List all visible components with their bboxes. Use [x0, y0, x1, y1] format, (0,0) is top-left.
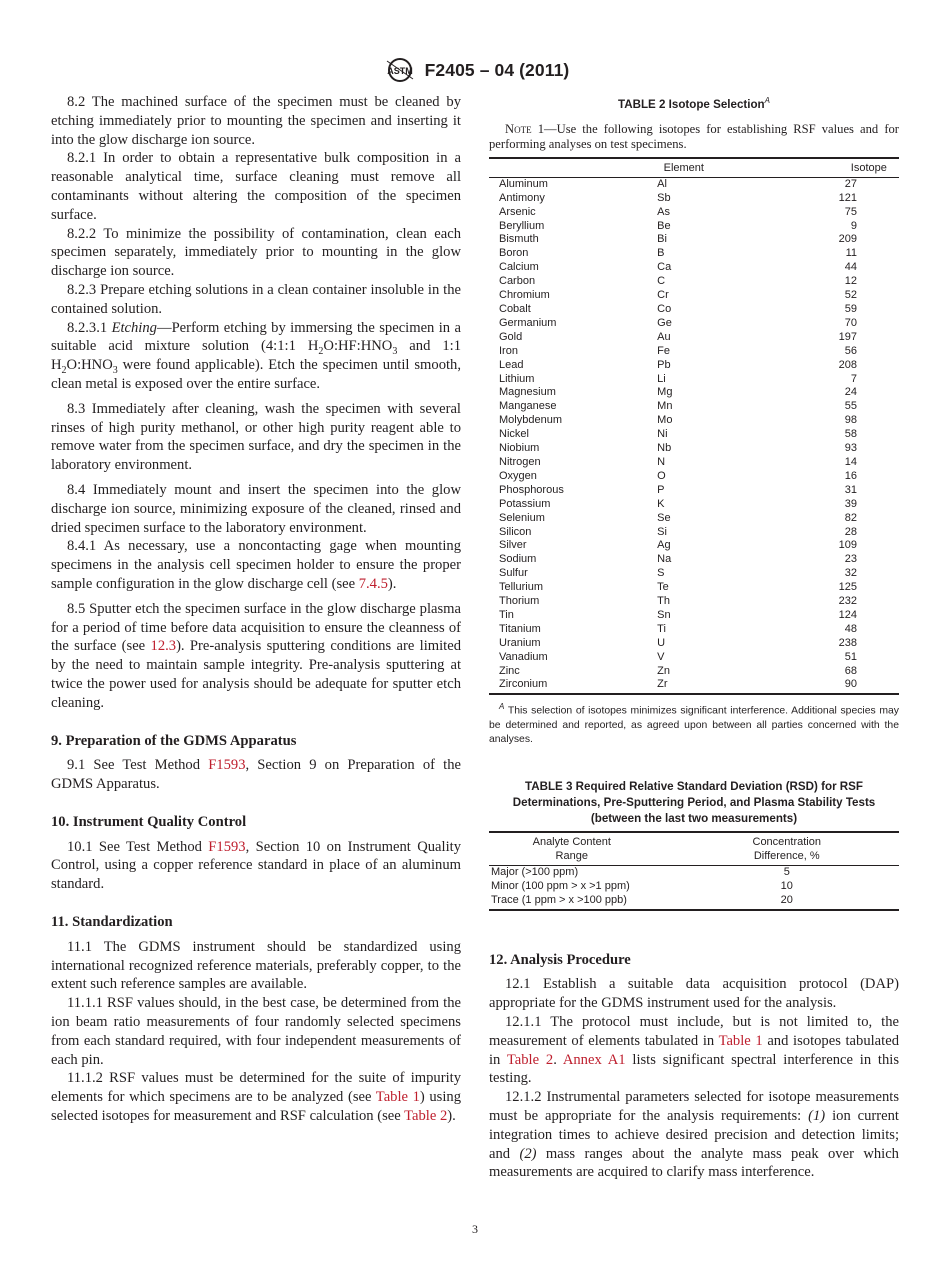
- isotope-mass: 56: [844, 344, 857, 357]
- section-12-heading: 12. Analysis Procedure: [489, 951, 631, 968]
- isotope-mass: 58: [844, 428, 857, 441]
- table-3-body: [489, 865, 899, 909]
- element-symbol: B: [657, 247, 665, 260]
- element-name: Magnesium: [499, 386, 556, 399]
- element-name: Tin: [499, 608, 514, 621]
- isotope-mass: 98: [844, 414, 857, 427]
- isotope-mass: 125: [838, 581, 857, 594]
- table-row: [489, 220, 899, 234]
- paragraph-8-5: 8.5 Sputter etch the specimen surface in the glow discharge plasma for a period of time before data acquisition to ensure the cleanness of the surface (see 12.3). Pre-analysis sputtering conditions are limited by the need to maintain sample integrity. Pre-analysis sputtering at twice the power used for analysis should be adequate for sputter etch cleaning.: [51, 600, 461, 711]
- isotope-mass: 39: [844, 497, 857, 510]
- concentration-difference: 5: [783, 865, 790, 878]
- table-row: [489, 428, 899, 442]
- isotope-mass: 68: [844, 664, 857, 677]
- element-symbol: Te: [657, 581, 669, 594]
- element-name: Bismuth: [499, 233, 539, 246]
- isotope-mass: 90: [839, 678, 899, 694]
- element-name: Phosphorous: [499, 483, 564, 496]
- table-2-body: [489, 177, 899, 694]
- link-table-2-b[interactable]: Table 2: [506, 1051, 554, 1068]
- table-row: [489, 331, 899, 345]
- section-9-heading: 9. Preparation of the GDMS Apparatus: [51, 732, 297, 749]
- link-table-1[interactable]: Table 1: [375, 1089, 420, 1106]
- element-name: Lithium: [499, 372, 535, 385]
- isotope-mass: 59: [844, 303, 857, 316]
- isotope-mass: 24: [844, 386, 857, 399]
- isotope-mass: 32: [844, 567, 857, 580]
- section-11-heading: 11. Standardization: [51, 914, 173, 931]
- analyte-content-range: Minor (100 ppm > x >1 ppm): [491, 879, 630, 892]
- element-symbol: Zr: [657, 678, 838, 694]
- table-row: [489, 177, 899, 191]
- element-symbol: V: [657, 650, 665, 663]
- svg-text:ASTM: ASTM: [386, 66, 413, 76]
- concentration-difference: 20: [715, 894, 900, 910]
- paragraph-12-1-2: 12.1.2 Instrumental parameters selected for isotope measurements must be appropriate for the analysis requirements: (1) ion current integration times to achieve desired precision and detection limits; and (2) mass ranges about the analyte mass peak over which measurements are acquired to clarify mass interference.: [489, 1089, 899, 1181]
- element-symbol: As: [657, 205, 671, 218]
- element-name: Nitrogen: [499, 455, 541, 468]
- element-symbol: U: [657, 636, 666, 649]
- paragraph-8-2-2: 8.2.2 To minimize the possibility of contamination, clean each specimen separately, immediately prior to mounting in the glow discharge ion source.: [51, 225, 461, 280]
- isotope-mass: 82: [844, 511, 857, 524]
- table-row: [489, 865, 899, 879]
- isotope-mass: 12: [844, 275, 857, 288]
- isotope-mass: 48: [844, 622, 857, 635]
- element-symbol: Si: [657, 525, 667, 538]
- element-name: Sulfur: [499, 567, 528, 580]
- table-row: [489, 275, 899, 289]
- table-row: [489, 317, 899, 331]
- paragraph-8-3: 8.3 Immediately after cleaning, wash the specimen with several rinses of high purity methanol, or other high purity reagent able to remove water from the specimen surface, and dry the specimen in the laboratory environment.: [51, 400, 461, 474]
- isotope-mass: 55: [844, 400, 857, 413]
- paragraph-11-1: 11.1 The GDMS instrument should be standardized using international recognized reference materials, preferably copper, to the extent such reference samples are available.: [51, 938, 461, 993]
- table-row: [489, 623, 899, 637]
- element-symbol: Co: [657, 303, 672, 316]
- isotope-mass: 44: [844, 261, 857, 274]
- element-name: Lead: [499, 358, 524, 371]
- element-name: Antimony: [499, 191, 545, 204]
- table-row: [489, 400, 899, 414]
- isotope-mass: 232: [838, 595, 857, 608]
- isotope-mass: 52: [844, 289, 857, 302]
- element-symbol: Ca: [657, 261, 672, 274]
- table-row: [489, 539, 899, 553]
- element-symbol: Mn: [657, 400, 673, 413]
- table-row: [489, 651, 899, 665]
- document-id: F2405 – 04 (2011): [424, 59, 570, 80]
- table-row: [489, 637, 899, 651]
- link-7-4-5[interactable]: 7.4.5: [358, 575, 388, 592]
- paragraph-12-1: 12.1 Establish a suitable data acquisition protocol (DAP) appropriate for the GDMS instrument used for the analysis.: [489, 976, 899, 1012]
- isotope-mass: 51: [844, 650, 857, 663]
- analyte-content-range: Trace (1 ppm > x >100 ppb): [489, 894, 715, 910]
- link-f1593[interactable]: F1593: [208, 757, 246, 774]
- paragraph-8-2-3: 8.2.3 Prepare etching solutions in a clean container insoluble in the contained solution.: [51, 281, 461, 317]
- element-symbol: Na: [657, 553, 672, 566]
- table-row: [489, 345, 899, 359]
- column-header-concentration-difference: Concentration Difference, %: [715, 832, 900, 866]
- table-row: [489, 678, 899, 694]
- element-name: Zirconium: [489, 678, 657, 694]
- table-row: [489, 498, 899, 512]
- paragraph-8-2-3-1: 8.2.3.1 Etching—Perform etching by immersing the specimen in a suitable acid mixture solution (4:1:1 $H_2O:HF:HNO_3$ and 1:1 $H_2O:HNO_3$ were found applicable). Etch the specimen until smooth, clean metal is exposed over the entire surface.: [51, 319, 461, 392]
- table-row: [489, 567, 899, 581]
- isotope-mass: 75: [844, 205, 857, 218]
- section-10-heading: 10. Instrument Quality Control: [51, 813, 247, 830]
- element-name: Manganese: [499, 400, 557, 413]
- element-symbol: K: [657, 497, 665, 510]
- table-row: [489, 233, 899, 247]
- element-symbol: Ti: [657, 622, 666, 635]
- element-name: Silicon: [499, 525, 532, 538]
- table-row: [489, 484, 899, 498]
- table-3-rsd: [489, 831, 899, 911]
- isotope-mass: 209: [838, 233, 857, 246]
- isotope-mass: 23: [844, 553, 857, 566]
- table-row: [489, 665, 899, 679]
- element-symbol: Sb: [657, 191, 671, 204]
- element-name: Aluminum: [499, 177, 548, 190]
- table-row: [489, 359, 899, 373]
- column-header-analyte-content: Analyte Content Range: [489, 832, 715, 866]
- element-name: Uranium: [499, 636, 541, 649]
- element-symbol: Th: [657, 595, 671, 608]
- isotope-mass: 9: [850, 219, 857, 232]
- paragraph-8-4-1: 8.4.1 As necessary, use a noncontacting gage when mounting specimens in the analysis cell specimen holder to ensure the proper sample configuration in the glow discharge cell (see 7.4.5).: [51, 538, 461, 592]
- element-symbol: Ge: [657, 316, 672, 329]
- isotope-mass: 238: [838, 636, 857, 649]
- isotope-mass: 27: [844, 177, 857, 190]
- table-row: [489, 581, 899, 595]
- element-symbol: Mo: [657, 414, 673, 427]
- element-symbol: Mg: [657, 386, 673, 399]
- element-symbol: Pb: [657, 358, 671, 371]
- right-column: [489, 93, 899, 1182]
- element-symbol: Sn: [657, 608, 671, 621]
- isotope-mass: 14: [844, 455, 857, 468]
- element-name: Beryllium: [499, 219, 545, 232]
- element-symbol: Fe: [657, 344, 671, 357]
- element-name: Carbon: [499, 275, 536, 288]
- element-symbol: N: [657, 455, 666, 468]
- isotope-mass: 93: [844, 442, 857, 455]
- element-symbol: C: [657, 275, 666, 288]
- link-table-2[interactable]: Table 2: [404, 1108, 448, 1125]
- element-name: Arsenic: [499, 205, 536, 218]
- element-symbol: Cr: [657, 289, 669, 302]
- element-symbol: Nb: [657, 442, 672, 455]
- table-2-footnote: $^A$ This selection of isotopes minimizes significant interference. Additional species may be determined and reported, as agreed upon between all parties concerned with the analyses.: [489, 702, 900, 745]
- etching-term: Etching: [111, 319, 157, 336]
- paragraph-9-1: 9.1 See Test Method F1593, Section 9 on Preparation of the GDMS Apparatus.: [51, 757, 461, 793]
- table-row: [489, 414, 899, 428]
- table-row: [489, 261, 899, 275]
- table-2-title: TABLE 2 Isotope Selection$^A$: [617, 96, 770, 111]
- element-symbol: Li: [657, 372, 666, 385]
- element-symbol: Au: [657, 330, 671, 343]
- table-row: [489, 456, 899, 470]
- table-2-isotopes: [489, 157, 899, 696]
- element-name: Calcium: [499, 261, 539, 274]
- element-name: Titanium: [499, 622, 541, 635]
- element-name: Silver: [499, 539, 527, 552]
- isotope-mass: 31: [844, 483, 857, 496]
- paragraph-10-1: 10.1 See Test Method F1593, Section 10 on Instrument Quality Control, using a copper reference standard in place of an aluminum standard.: [51, 838, 461, 893]
- isotope-mass: 124: [838, 608, 857, 621]
- element-symbol: Bi: [657, 233, 667, 246]
- element-symbol: Ni: [657, 428, 668, 441]
- element-name: Gold: [499, 330, 523, 343]
- element-symbol: Al: [657, 177, 667, 190]
- isotope-mass: 197: [838, 330, 857, 343]
- isotope-mass: 28: [844, 525, 857, 538]
- table-2-note: Note 1—Use the following isotopes for establishing RSF values and for performing analyses on test specimens.: [489, 121, 900, 152]
- element-name: Tellurium: [499, 581, 544, 594]
- analyte-content-range: Major (>100 ppm): [491, 865, 579, 878]
- element-symbol: Be: [657, 219, 671, 232]
- paragraph-8-2-1: 8.2.1 In order to obtain a representative bulk composition in a reasonable analytical time, surface cleaning must remove all contaminants without altering the composition of the specimen surface.: [51, 150, 461, 223]
- page-header: [0, 56, 950, 89]
- table-row: [489, 609, 899, 623]
- element-name: Boron: [499, 247, 529, 260]
- paragraph-11-1-2: 11.1.2 RSF values must be determined for the suite of impurity elements for which specimens are to be analyzed (see Table 1) using selected isotopes for measurement and RSF calculation (see Table 2).: [51, 1070, 461, 1125]
- paragraph-11-1-1: 11.1.1 RSF values should, in the best case, be determined from the ion beam ratio measurements of four randomly selected specimens from each standard required, with four independent measurements of each pin.: [51, 995, 461, 1068]
- table-3-title: TABLE 3 Required Relative Standard Deviation (RSD) for RSF Determinations, Pre-Sputtering Period, and Plasma Stability Tests (between the last two measurements): [512, 779, 876, 825]
- column-header-isotope: Isotope: [839, 158, 899, 178]
- table-row: [489, 303, 899, 317]
- table-row: [489, 192, 899, 206]
- isotope-mass: 109: [838, 539, 857, 552]
- element-name: Potassium: [499, 497, 551, 510]
- paragraph-8-4: 8.4 Immediately mount and insert the specimen into the glow discharge ion source, minimizing exposure of the cleaned, rinsed and dried specimen surface to the laboratory environment.: [51, 481, 461, 536]
- concentration-difference: 10: [780, 879, 793, 892]
- element-name: Vanadium: [499, 650, 548, 663]
- isotope-mass: 70: [844, 316, 857, 329]
- isotope-mass: 121: [838, 191, 857, 204]
- page-number: 3: [472, 1222, 478, 1236]
- element-name: Oxygen: [499, 469, 537, 482]
- table-row: [489, 470, 899, 484]
- table-row: [489, 289, 899, 303]
- paragraph-12-1-1: 12.1.1 The protocol must include, but is not limited to, the measurement of elements tabulated in Table 1 and isotopes tabulated in Table 2. Annex A1 lists significant spectral interference in this testing.: [489, 1013, 899, 1087]
- element-symbol: S: [657, 567, 665, 580]
- link-12-3[interactable]: 12.3: [150, 638, 177, 655]
- table-row: [489, 442, 899, 456]
- link-f1593-2[interactable]: F1593: [208, 838, 246, 855]
- table-row: [489, 894, 899, 910]
- table-row: [489, 386, 899, 400]
- element-name: Iron: [499, 344, 518, 357]
- isotope-mass: 208: [838, 358, 857, 371]
- table-row: [489, 880, 899, 894]
- element-name: Thorium: [499, 595, 540, 608]
- paragraph-8-2: 8.2 The machined surface of the specimen must be cleaned by etching immediately prior to mounting the specimen and inserting it into the glow discharge ion source.: [51, 94, 461, 148]
- isotope-mass: 16: [844, 469, 857, 482]
- link-annex-a1[interactable]: Annex A1: [562, 1051, 626, 1068]
- element-name: Nickel: [499, 428, 529, 441]
- element-name: Molybdenum: [499, 414, 562, 427]
- table-row: [489, 247, 899, 261]
- table-row: [489, 373, 899, 387]
- isotope-mass: 11: [845, 247, 857, 260]
- table-row: [489, 553, 899, 567]
- element-name: Selenium: [499, 511, 545, 524]
- left-column: [51, 93, 461, 1126]
- table-row: [489, 526, 899, 540]
- column-header-element: Element: [489, 158, 839, 178]
- link-table-1-b[interactable]: Table 1: [718, 1032, 763, 1049]
- element-symbol: Ag: [657, 539, 671, 552]
- element-name: Niobium: [499, 442, 540, 455]
- element-name: Zinc: [499, 664, 520, 677]
- table-row: [489, 595, 899, 609]
- element-name: Cobalt: [499, 303, 531, 316]
- element-name: Sodium: [499, 553, 537, 566]
- element-symbol: O: [657, 469, 666, 482]
- element-symbol: P: [657, 483, 665, 496]
- element-name: Germanium: [499, 316, 557, 329]
- table-row: [489, 206, 899, 220]
- table-row: [489, 512, 899, 526]
- astm-logo-icon: [381, 56, 419, 84]
- element-symbol: Se: [657, 511, 671, 524]
- isotope-mass: 7: [850, 372, 857, 385]
- element-symbol: Zn: [657, 664, 671, 677]
- element-name: Chromium: [499, 289, 550, 302]
